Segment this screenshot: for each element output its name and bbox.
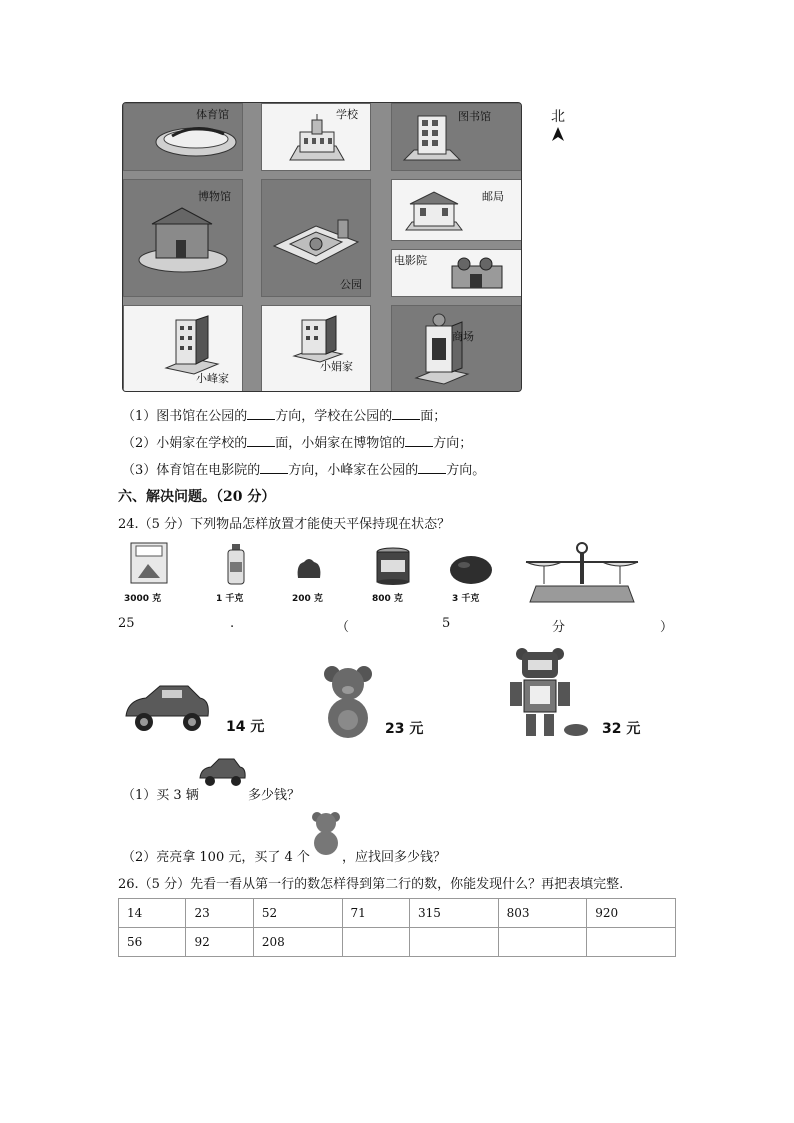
teddy-bear-small-icon bbox=[310, 810, 342, 856]
question-3 bbox=[122, 459, 485, 478]
q26-text: 26.（5 分）先看一看从第一行的数怎样得到第二行的数，你能发现什么？再把表填完整. bbox=[118, 877, 624, 892]
q1-text-a: （1）图书馆在公园的 bbox=[122, 409, 248, 424]
answer-blank[interactable] bbox=[405, 436, 433, 447]
museum-label: 博物馆 bbox=[198, 190, 231, 203]
xiaojuan-home-icon bbox=[292, 314, 348, 364]
watermelon-icon bbox=[448, 554, 494, 586]
table-cell: 315 bbox=[410, 899, 499, 928]
map-cell-xiaojuan-home bbox=[261, 305, 371, 392]
table-row-1 bbox=[119, 899, 676, 928]
map-cell-library bbox=[391, 103, 522, 171]
number-table bbox=[118, 898, 676, 957]
library-label: 图书馆 bbox=[458, 110, 491, 123]
park-label: 公园 bbox=[340, 278, 362, 291]
map-cell-park bbox=[261, 179, 371, 297]
toy-car-small-icon bbox=[198, 754, 248, 790]
table-cell-blank[interactable] bbox=[587, 928, 676, 957]
museum-icon bbox=[138, 204, 228, 274]
map-cell-post-office bbox=[391, 179, 522, 241]
q25-sub1-text-a: （1）买 3 辆 bbox=[122, 788, 199, 803]
q25-sub2-text-b: ，应找回多少钱？ bbox=[342, 850, 447, 865]
toy-car-icon bbox=[122, 676, 212, 738]
map-cell-mall bbox=[391, 305, 522, 392]
balance-scale-icon bbox=[522, 540, 640, 606]
map-cell-museum bbox=[123, 179, 243, 297]
mall-icon bbox=[414, 312, 470, 386]
watermelon-weight-label: 3 千克 bbox=[452, 594, 480, 604]
bottle-weight-label: 1 千克 bbox=[216, 594, 244, 604]
bottle-icon bbox=[226, 542, 246, 586]
robot-icon bbox=[508, 644, 590, 744]
q2-text-a: （2）小娟家在学校的 bbox=[122, 436, 248, 451]
q2-text-c: 方向； bbox=[433, 436, 473, 451]
table-cell: 23 bbox=[186, 899, 253, 928]
table-cell-blank[interactable] bbox=[410, 928, 499, 957]
table-cell: 52 bbox=[253, 899, 342, 928]
xiaofeng-home-label: 小峰家 bbox=[196, 372, 229, 385]
table-row-2 bbox=[119, 928, 676, 957]
q3-text-b: 方向，小峰家在公园的 bbox=[288, 463, 419, 478]
teddy-bear-price: 23 元 bbox=[385, 721, 424, 737]
stadium-label: 体育馆 bbox=[196, 108, 229, 121]
q3-text-c: 方向。 bbox=[446, 463, 486, 478]
q1-text-b: 方向，学校在公园的 bbox=[275, 409, 393, 424]
xiaofeng-home-icon bbox=[164, 312, 220, 376]
can-icon bbox=[374, 546, 412, 586]
answer-blank[interactable] bbox=[392, 409, 420, 420]
map-cell-stadium bbox=[123, 103, 243, 171]
flour-weight-label: 3000 克 bbox=[124, 594, 162, 604]
q25-number: 25 bbox=[118, 616, 135, 631]
q25-score: 5 bbox=[442, 616, 451, 631]
q25-sub1-text-b: 多少钱？ bbox=[248, 788, 301, 803]
table-cell-blank[interactable] bbox=[342, 928, 409, 957]
q25-dot: . bbox=[230, 616, 235, 631]
q25-fen: 分 bbox=[552, 620, 566, 635]
stadium-icon bbox=[154, 118, 238, 160]
table-cell: 208 bbox=[253, 928, 342, 957]
map-grid bbox=[122, 102, 522, 392]
answer-blank[interactable] bbox=[260, 463, 288, 474]
cinema-label: 电影院 bbox=[394, 254, 427, 267]
table-cell: 14 bbox=[119, 899, 186, 928]
q2-text-b: 面，小娟家在博物馆的 bbox=[275, 436, 406, 451]
teddy-bear-icon bbox=[320, 662, 376, 740]
table-cell: 56 bbox=[119, 928, 186, 957]
map-cell-school bbox=[261, 103, 371, 171]
question-2 bbox=[122, 432, 472, 451]
bag-icon bbox=[294, 556, 324, 582]
mall-label: 商场 bbox=[452, 330, 474, 343]
q25-sub2-text-a: （2）亮亮拿 100 元，买了 4 个 bbox=[122, 850, 310, 865]
school-label: 学校 bbox=[336, 108, 358, 121]
q25-close-paren: ） bbox=[660, 620, 674, 635]
post-office-label: 邮局 bbox=[482, 190, 504, 203]
flour-bag-icon bbox=[128, 540, 170, 586]
cinema-icon bbox=[446, 254, 508, 292]
answer-blank[interactable] bbox=[418, 463, 446, 474]
q3-text-a: （3）体育馆在电影院的 bbox=[122, 463, 261, 478]
post-office-icon bbox=[404, 188, 464, 236]
xiaojuan-home-label: 小娟家 bbox=[320, 360, 353, 373]
question-1 bbox=[122, 405, 446, 424]
table-cell: 71 bbox=[342, 899, 409, 928]
park-icon bbox=[272, 206, 360, 270]
table-cell: 803 bbox=[498, 899, 587, 928]
north-label: 北 bbox=[551, 109, 565, 125]
toy-car-price: 14 元 bbox=[226, 719, 265, 735]
library-icon bbox=[402, 110, 462, 166]
table-cell: 920 bbox=[587, 899, 676, 928]
map-cell-cinema bbox=[391, 249, 522, 297]
section-title: 六、解决问题。（20 分） bbox=[118, 489, 276, 505]
bag-weight-label: 200 克 bbox=[292, 594, 323, 604]
table-cell: 92 bbox=[186, 928, 253, 957]
robot-price: 32 元 bbox=[602, 721, 641, 737]
table-cell-blank[interactable] bbox=[498, 928, 587, 957]
q1-text-c: 面； bbox=[420, 409, 447, 424]
map-cell-xiaofeng-home bbox=[123, 305, 243, 392]
north-arrow-icon bbox=[551, 126, 565, 142]
answer-blank[interactable] bbox=[247, 436, 275, 447]
can-weight-label: 800 克 bbox=[372, 594, 403, 604]
answer-blank[interactable] bbox=[247, 409, 275, 420]
q25-open-paren: （ bbox=[336, 620, 350, 635]
q24-text: 24.（5 分）下列物品怎样放置才能使天平保持现在状态？ bbox=[118, 517, 451, 532]
